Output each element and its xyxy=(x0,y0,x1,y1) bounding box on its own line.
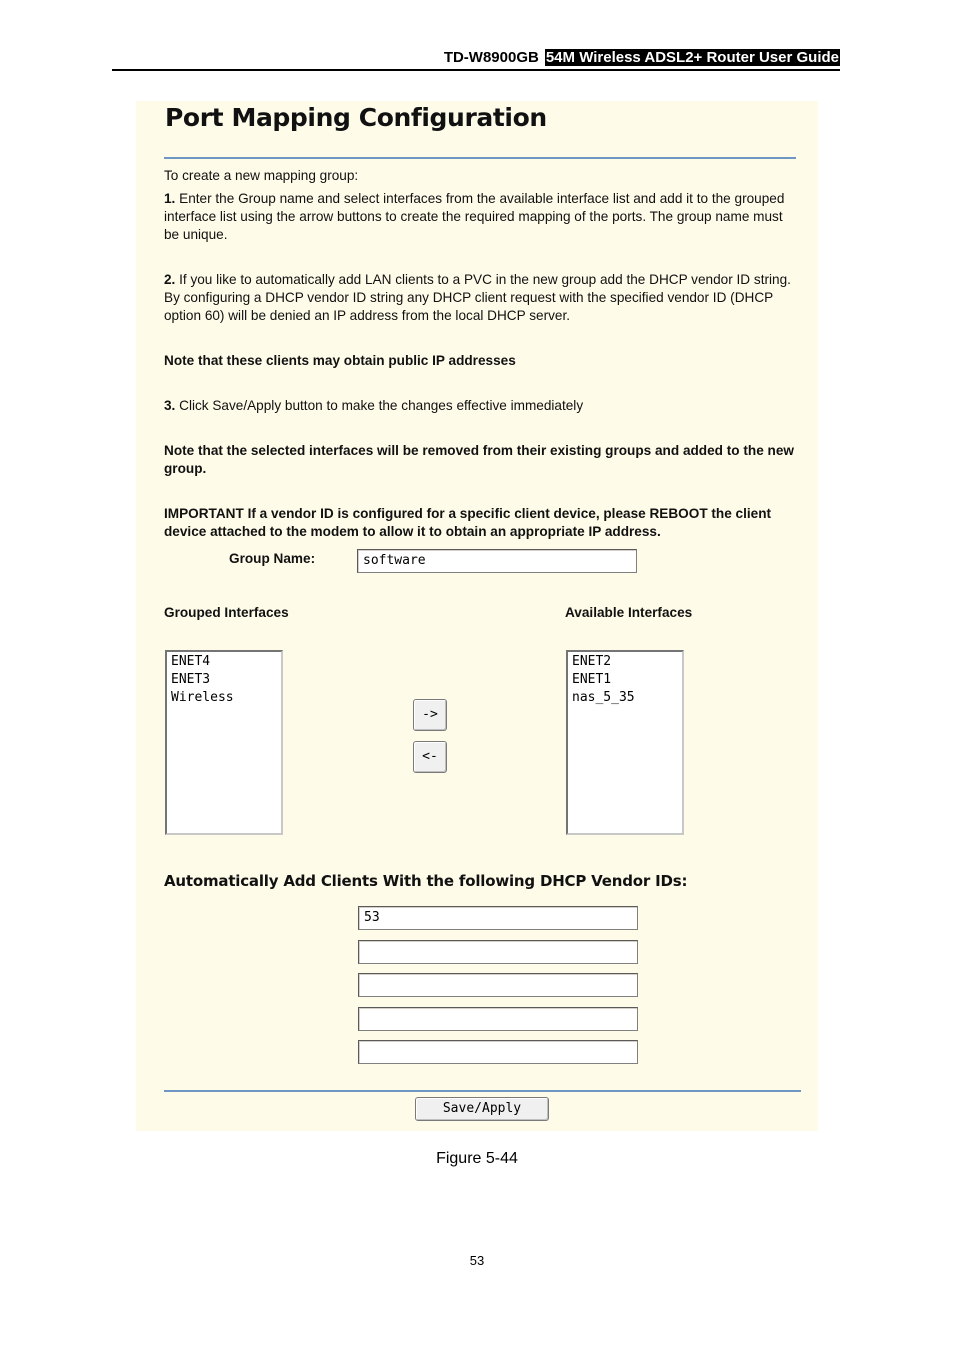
step3-text xyxy=(164,397,799,415)
step1-body: Enter the Group name and select interfaces from the available interface list and add it to the grouped interface list using the arrow buttons to create the required mapping of the ports. The group name must be unique. xyxy=(164,191,785,242)
page-title: Port Mapping Configuration xyxy=(165,103,547,132)
step2-body: If you like to automatically add LAN clients to a PVC in the new group add the DHCP vendor ID string. By configuring a DHCP vendor ID string any DHCP client request with the specified vendor ID (DHCP option 60) will be denied an IP address from the local DHCP server. xyxy=(164,272,791,323)
list-item[interactable]: nas_5_35 xyxy=(572,690,635,705)
move-left-button[interactable]: <- xyxy=(413,741,447,773)
list-item[interactable]: ENET1 xyxy=(572,672,612,687)
list-item[interactable]: ENET2 xyxy=(572,654,612,669)
grouped-interfaces-label: Grouped Interfaces xyxy=(164,605,289,620)
port-mapping-panel xyxy=(136,101,818,1131)
list-item[interactable]: ENET3 xyxy=(171,672,211,687)
step2-text xyxy=(164,271,799,325)
save-apply-button[interactable]: Save/Apply xyxy=(415,1097,549,1121)
page-number: 53 xyxy=(469,1253,485,1268)
list-item[interactable]: Wireless xyxy=(171,690,234,705)
vendor-id-input-2[interactable] xyxy=(358,940,638,964)
vendor-id-input-1[interactable]: 53 xyxy=(358,906,638,930)
available-interfaces-list[interactable] xyxy=(566,650,684,835)
step1-text xyxy=(164,190,799,244)
available-interfaces-label: Available Interfaces xyxy=(565,605,693,620)
grouped-interfaces-list[interactable] xyxy=(165,650,283,835)
step3-number: 3. xyxy=(164,398,176,413)
figure-caption: Figure 5-44 xyxy=(436,1150,518,1167)
vendor-id-heading: Automatically Add Clients With the following DHCP Vendor IDs: xyxy=(164,872,688,890)
step1-number: 1. xyxy=(164,191,176,206)
vendor-id-input-3[interactable] xyxy=(358,973,638,997)
step2-number: 2. xyxy=(164,272,176,287)
note-interfaces: Note that the selected interfaces will be removed from their existing groups and added to the new group. xyxy=(164,443,794,476)
top-divider xyxy=(164,157,796,159)
bottom-divider xyxy=(164,1090,801,1092)
group-name-input[interactable]: software xyxy=(357,549,637,573)
move-right-button[interactable]: -> xyxy=(413,699,447,731)
intro-text: To create a new mapping group: xyxy=(164,168,359,183)
step3-body: Click Save/Apply button to make the changes effective immediately xyxy=(179,398,584,413)
list-item[interactable]: ENET4 xyxy=(171,654,211,669)
header-model: TD-W8900GB xyxy=(443,49,539,66)
note-public-ip: Note that these clients may obtain public IP addresses xyxy=(164,353,516,368)
document-header xyxy=(112,48,840,71)
header-guide-title: 54M Wireless ADSL2+ Router User Guide xyxy=(545,49,839,66)
vendor-id-input-5[interactable] xyxy=(358,1040,638,1064)
important-note: IMPORTANT If a vendor ID is configured for a specific client device, please REBOOT the client device attached to the modem to allow it to obtain an appropriate IP address. xyxy=(164,506,772,539)
vendor-id-input-4[interactable] xyxy=(358,1007,638,1031)
group-name-label: Group Name: xyxy=(229,551,316,566)
